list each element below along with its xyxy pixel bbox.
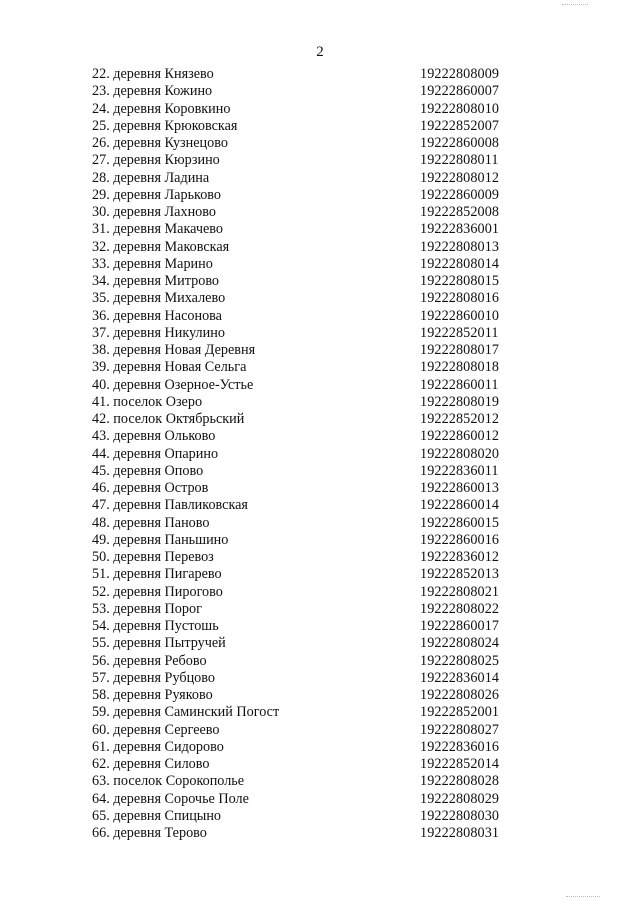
- oktmo-code: 19222860013: [420, 480, 500, 496]
- oktmo-code: 19222808031: [420, 825, 500, 841]
- settlement-name: 52. деревня Пирогово: [92, 583, 223, 600]
- oktmo-code: 19222808017: [420, 342, 500, 358]
- oktmo-code: 19222808022: [420, 600, 500, 617]
- settlement-name: 47. деревня Павликовская: [92, 497, 248, 514]
- oktmo-code: 19222808014: [420, 255, 500, 272]
- list-item: [92, 325, 532, 342]
- list-item: [92, 618, 532, 635]
- settlement-name: 30. деревня Лахново: [92, 204, 216, 220]
- settlement-name: 42. поселок Октябрьский: [92, 411, 245, 427]
- settlement-name: 64. деревня Сорочье Поле: [92, 790, 249, 807]
- list-item: [92, 584, 532, 601]
- settlement-name: 61. деревня Сидорово: [92, 738, 224, 755]
- oktmo-code: 19222808025: [420, 652, 500, 669]
- settlement-name: 65. деревня Спицыно: [92, 807, 222, 824]
- list-item: [92, 290, 532, 307]
- oktmo-code: 19222852011: [420, 324, 499, 341]
- oktmo-code: 19222808030: [420, 807, 500, 824]
- list-item: [92, 601, 532, 618]
- list-item: [92, 446, 532, 463]
- settlement-name: 27. деревня Кюрзино: [92, 152, 220, 169]
- list-item: [92, 773, 532, 790]
- settlement-name: 33. деревня Марино: [92, 255, 213, 272]
- list-item: [92, 463, 532, 480]
- list-item: [92, 342, 532, 359]
- oktmo-code: 19222860007: [420, 83, 500, 100]
- settlement-name: 22. деревня Князево: [92, 66, 214, 82]
- oktmo-code: 19222860011: [420, 376, 499, 393]
- scan-edge-mark-top: [562, 0, 588, 5]
- settlement-name: 48. деревня Паново: [92, 514, 210, 531]
- oktmo-code: 19222808013: [420, 238, 500, 255]
- oktmo-code: 19222860009: [420, 186, 500, 203]
- list-item: [92, 670, 532, 687]
- oktmo-code: 19222860016: [420, 531, 500, 548]
- list-item: [92, 515, 532, 532]
- oktmo-code: 19222836011: [420, 462, 499, 479]
- list-item: [92, 411, 532, 428]
- settlement-name: 63. поселок Сорокополье: [92, 773, 245, 790]
- oktmo-code: 19222808019: [420, 393, 500, 410]
- settlement-name: 39. деревня Новая Сельга: [92, 359, 247, 376]
- settlement-name: 46. деревня Остров: [92, 480, 209, 496]
- oktmo-code: 19222860015: [420, 514, 500, 531]
- list-item: [92, 204, 532, 221]
- list-item: [92, 756, 532, 773]
- list-item: [92, 152, 532, 169]
- oktmo-code: 19222852008: [420, 204, 500, 220]
- settlement-name: 51. деревня Пигарево: [92, 566, 222, 583]
- settlement-name: 53. деревня Порог: [92, 600, 202, 617]
- list-item: [92, 273, 532, 290]
- oktmo-code: 19222860017: [420, 618, 500, 634]
- list-item: [92, 135, 532, 152]
- oktmo-code: 19222852012: [420, 411, 500, 427]
- oktmo-code: 19222808018: [420, 359, 500, 376]
- settlement-name: 49. деревня Паньшино: [92, 531, 229, 548]
- list-item: [92, 497, 532, 514]
- oktmo-code: 19222808009: [420, 66, 500, 82]
- settlement-name: 23. деревня Кожино: [92, 83, 213, 100]
- settlement-name: 66. деревня Терово: [92, 825, 207, 841]
- list-item: [92, 359, 532, 376]
- settlement-name: 55. деревня Пытручей: [92, 635, 226, 652]
- oktmo-code: 19222808010: [420, 100, 500, 117]
- list-item: [92, 532, 532, 549]
- list-item: [92, 170, 532, 187]
- oktmo-code: 19222852007: [420, 117, 500, 134]
- list-item: [92, 825, 532, 842]
- list-item: [92, 308, 532, 325]
- oktmo-code: 19222852001: [420, 704, 500, 721]
- list-item: [92, 566, 532, 583]
- settlement-name: 45. деревня Опово: [92, 462, 204, 479]
- oktmo-code: 19222808015: [420, 273, 500, 289]
- settlement-name: 28. деревня Ладина: [92, 169, 210, 186]
- oktmo-code: 19222860008: [420, 135, 500, 151]
- list-item: [92, 66, 532, 83]
- list-item: [92, 256, 532, 273]
- list-item: [92, 83, 532, 100]
- settlement-name: 58. деревня Руяково: [92, 687, 213, 703]
- oktmo-code: 19222808012: [420, 169, 500, 186]
- settlement-name: 62. деревня Силово: [92, 756, 210, 772]
- scan-edge-mark-bottom: [566, 896, 600, 903]
- settlement-name: 24. деревня Коровкино: [92, 100, 231, 117]
- oktmo-code: 19222808028: [420, 773, 500, 790]
- oktmo-code: 19222836012: [420, 549, 500, 565]
- oktmo-code: 19222836001: [420, 221, 500, 238]
- settlement-list: [92, 66, 532, 842]
- list-item: [92, 187, 532, 204]
- settlement-name: 26. деревня Кузнецово: [92, 135, 228, 151]
- list-item: [92, 635, 532, 652]
- oktmo-code: 19222836014: [420, 669, 500, 686]
- oktmo-code: 19222808024: [420, 635, 500, 652]
- list-item: [92, 118, 532, 135]
- page-number: 2: [316, 44, 324, 60]
- settlement-name: 43. деревня Ольково: [92, 428, 216, 445]
- oktmo-code: 19222852014: [420, 756, 500, 772]
- list-item: [92, 549, 532, 566]
- settlement-name: 44. деревня Опарино: [92, 445, 219, 462]
- settlement-name: 38. деревня Новая Деревня: [92, 342, 256, 358]
- list-item: [92, 687, 532, 704]
- oktmo-code: 19222808016: [420, 290, 500, 307]
- oktmo-code: 19222808029: [420, 790, 500, 807]
- list-item: [92, 653, 532, 670]
- oktmo-code: 19222808021: [420, 583, 500, 600]
- settlement-name: 36. деревня Насонова: [92, 307, 222, 324]
- list-item: [92, 101, 532, 118]
- settlement-name: 54. деревня Пустошь: [92, 618, 219, 634]
- list-item: [92, 239, 532, 256]
- settlement-name: 31. деревня Макачево: [92, 221, 223, 238]
- oktmo-code: 19222808011: [420, 152, 499, 169]
- oktmo-code: 19222808027: [420, 721, 500, 738]
- settlement-name: 37. деревня Никулино: [92, 324, 225, 341]
- oktmo-code: 19222808020: [420, 445, 500, 462]
- settlement-name: 59. деревня Саминский Погост: [92, 704, 280, 721]
- oktmo-code: 19222852013: [420, 566, 500, 583]
- settlement-name: 40. деревня Озерное-Устье: [92, 376, 254, 393]
- list-item: [92, 704, 532, 721]
- list-item: [92, 394, 532, 411]
- list-item: [92, 791, 532, 808]
- list-item: [92, 739, 532, 756]
- settlement-name: 29. деревня Ларьково: [92, 186, 221, 203]
- settlement-name: 25. деревня Крюковская: [92, 117, 238, 134]
- list-item: [92, 377, 532, 394]
- list-item: [92, 480, 532, 497]
- oktmo-code: 19222860010: [420, 307, 500, 324]
- list-item: [92, 221, 532, 238]
- settlement-name: 60. деревня Сергеево: [92, 721, 220, 738]
- settlement-name: 41. поселок Озеро: [92, 393, 203, 410]
- oktmo-code: 19222860014: [420, 497, 500, 514]
- settlement-name: 34. деревня Митрово: [92, 273, 220, 289]
- list-item: [92, 808, 532, 825]
- settlement-name: 56. деревня Ребово: [92, 652, 207, 669]
- oktmo-code: 19222836016: [420, 738, 500, 755]
- list-item: [92, 722, 532, 739]
- settlement-name: 32. деревня Маковская: [92, 238, 230, 255]
- oktmo-code: 19222808026: [420, 687, 500, 703]
- settlement-name: 35. деревня Михалево: [92, 290, 226, 307]
- oktmo-code: 19222860012: [420, 428, 500, 445]
- settlement-name: 50. деревня Перевоз: [92, 549, 214, 565]
- settlement-name: 57. деревня Рубцово: [92, 669, 215, 686]
- list-item: [92, 428, 532, 445]
